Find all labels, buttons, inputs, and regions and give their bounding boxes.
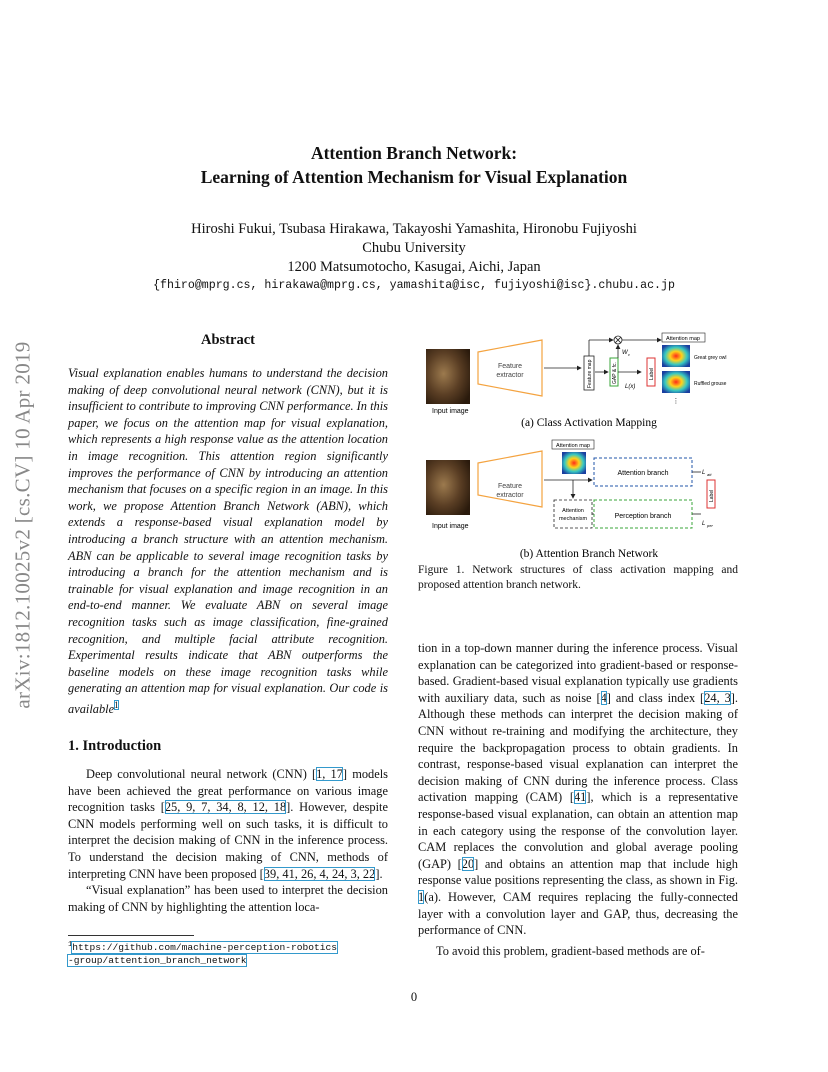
weight-sub: c [628, 352, 630, 357]
attention-map-label-b: Attention map [556, 443, 590, 449]
attention-mechanism-box [554, 500, 592, 528]
loss-per-label: L [702, 521, 706, 527]
intro-paragraph-1: Deep convolutional neural network (CNN) [1, 17] models have been achieved the great performance on various image recognition tasks [25, 9, 7, 34, 8, 12, 18]. However, despite CNN models performing well on such tasks, it is difficult to interpret the decision making of CNN in the inference process. To understand the decision making of CNN, methods of interpreting CNN have been proposed [39, 41, 26, 4, 24, 3, 22]. [68, 767, 388, 881]
label-text-a: Label [649, 367, 655, 380]
arxiv-stamp: arXiv:1812.10025v2 [cs.CV] 10 Apr 2019 [10, 341, 35, 709]
subcaption-a: (a) Class Activation Mapping [521, 417, 657, 429]
class2-label: Ruffled grouse [694, 381, 727, 387]
loss-label-a: L(x) [625, 384, 636, 390]
intro-heading: 1. Introduction [68, 738, 162, 754]
citation-link[interactable]: 20 [461, 856, 475, 871]
intro-body [68, 766, 388, 915]
feature-extractor-label-a: Feature [497, 363, 523, 370]
citation-link[interactable]: 24, 3 [704, 690, 731, 705]
right-paragraph-2: To avoid this problem, gradient-based methods are of- [436, 943, 705, 958]
page-number: 0 [410, 990, 418, 1004]
address: 1200 Matsumotocho, Kasugai, Aichi, Japan [287, 259, 541, 275]
emails: {fhiro@mprg.cs, hirakawa@mprg.cs, yamashita@isc, fujiyoshi@isc}.chubu.ac.jp [153, 279, 675, 292]
perception-branch-label: Perception branch [614, 513, 672, 520]
figure-1 [418, 330, 760, 565]
right-column-body [418, 640, 738, 959]
feature-extractor-label-b: Feature [497, 483, 523, 490]
label-text-b: Label [709, 489, 715, 502]
heatmap-b [562, 452, 586, 474]
figure-link[interactable]: 1 [418, 889, 425, 904]
footnote-rule [68, 935, 194, 936]
attention-mechanism-label-2: mechanism [558, 516, 588, 522]
gap-fc-label: GAP & fc. [612, 362, 618, 384]
input-image-a [426, 349, 470, 404]
footnote: $^1$https://github.com/machine-perception-robotics -group/attention_branch_network [68, 941, 338, 967]
input-label-b: Input image [432, 523, 469, 530]
attention-mechanism-label: Attention [562, 508, 584, 514]
code-url-link[interactable]: https://github.com/machine-perception-robotics [72, 942, 338, 954]
right-paragraph-1: tion in a top-down manner during the inference process. Visual explanation can be categorized into gradient-based or response-based. Gradient-based visual explanation typically use gradients with auxiliary data, such as noise [4] and class index [24, 3]. Although these methods can interpret the decision making of CNN without re-training and modifying the architecture, they require the backpropagation process to obtain gradients. In contrast, response-based visual explanation can interpret the decision making of CNN during the inference process. Class activation mapping (CAM) [41], which is a representative response-based visual explanation, can obtain an attention map in each category using the response of the convolution layer. CAM replaces the convolution and global average pooling (GAP) [20] and obtains an attention map that include high response value positions representing the class, as shown in Fig. 1(a). However, CAM requires replacing the fully-connected layer with a convolution layer and GAP, thus, decreasing the performance of CNN. [418, 641, 739, 938]
citation-link[interactable]: 4 [600, 690, 607, 705]
figure-1-caption: Figure 1. Network structures of class activation mapping and proposed attention branch network. [418, 564, 738, 591]
paper-title-line1: Attention Branch Network: [310, 143, 518, 163]
figure-1-diagram [418, 330, 760, 565]
citation-link[interactable]: 25, 9, 7, 34, 8, 12, 18 [164, 800, 287, 815]
abstract-heading: Abstract [201, 332, 255, 348]
abstract-text: Visual explanation enables humans to understand the decision making of deep convolutional neural network (CNN), but it is insufficient to contribute to improving CNN performance. In this paper, we focus on the attention map for visual explanation, which represents a high response value as the attention location in image recognition. This attention region significantly improves the performance of CNN by introducing an attention mechanism that focuses on a specific region in an image. In this work, we propose Attention Branch Network (ABN), which extends a response-based visual explanation model by introducing a branch structure with an attention mechanism. ABN can be applicable to several image recognition tasks by introducing a branch for the attention mechanism and is trainable for visual explanation and image recognition in an end-to-end manner. We evaluate ABN on several image recognition tasks such as image classification, fine-grained recognition, and multiple facial attribute recognition. Experimental results indicate that ABN outperforms the baseline models on these image recognition tasks while generating an attention map for visual explanation. Our code is available$^1$ [68, 366, 388, 716]
footnote-ref[interactable]: 1 [114, 699, 119, 710]
citation-link[interactable]: 1, 17 [316, 767, 343, 781]
authors: Hiroshi Fukui, Tsubasa Hirakawa, Takayoshi Yamashita, Hironobu Fujiyoshi [191, 221, 637, 237]
class1-label: Great grey owl [694, 355, 727, 361]
loss-per-sub: per [707, 523, 713, 528]
code-url-link-cont[interactable]: -group/attention_branch_network [68, 955, 247, 967]
affiliation: Chubu University [362, 240, 466, 256]
paper-title-line2: Learning of Attention Mechanism for Visual Explanation [200, 167, 628, 187]
more-ellipsis: ⋮ [672, 398, 680, 405]
feature-map-label: Feature map [587, 359, 593, 388]
citation-link[interactable]: 39, 41, 26, 4, 24, 3, 22 [263, 866, 376, 881]
input-label-a: Input image [432, 408, 469, 415]
citation-link[interactable]: 41 [573, 790, 587, 805]
attention-map-label-a: Attention map [666, 336, 700, 342]
weight-label: W [622, 350, 628, 356]
loss-att-sub: att [707, 472, 712, 477]
heatmap-owl [662, 345, 690, 367]
feature-extractor-label-b2: extractor [496, 492, 524, 499]
heatmap-grouse [662, 371, 690, 393]
input-image-b [426, 460, 470, 515]
loss-att-label: L [702, 470, 706, 476]
attention-branch-label: Attention branch [617, 470, 669, 477]
feature-extractor-label-a2: extractor [496, 372, 524, 379]
subcaption-b: (b) Attention Branch Network [519, 548, 659, 560]
intro-paragraph-2: “Visual explanation” has been used to interpret the decision making of CNN by highlighting the attention loca- [68, 883, 388, 914]
